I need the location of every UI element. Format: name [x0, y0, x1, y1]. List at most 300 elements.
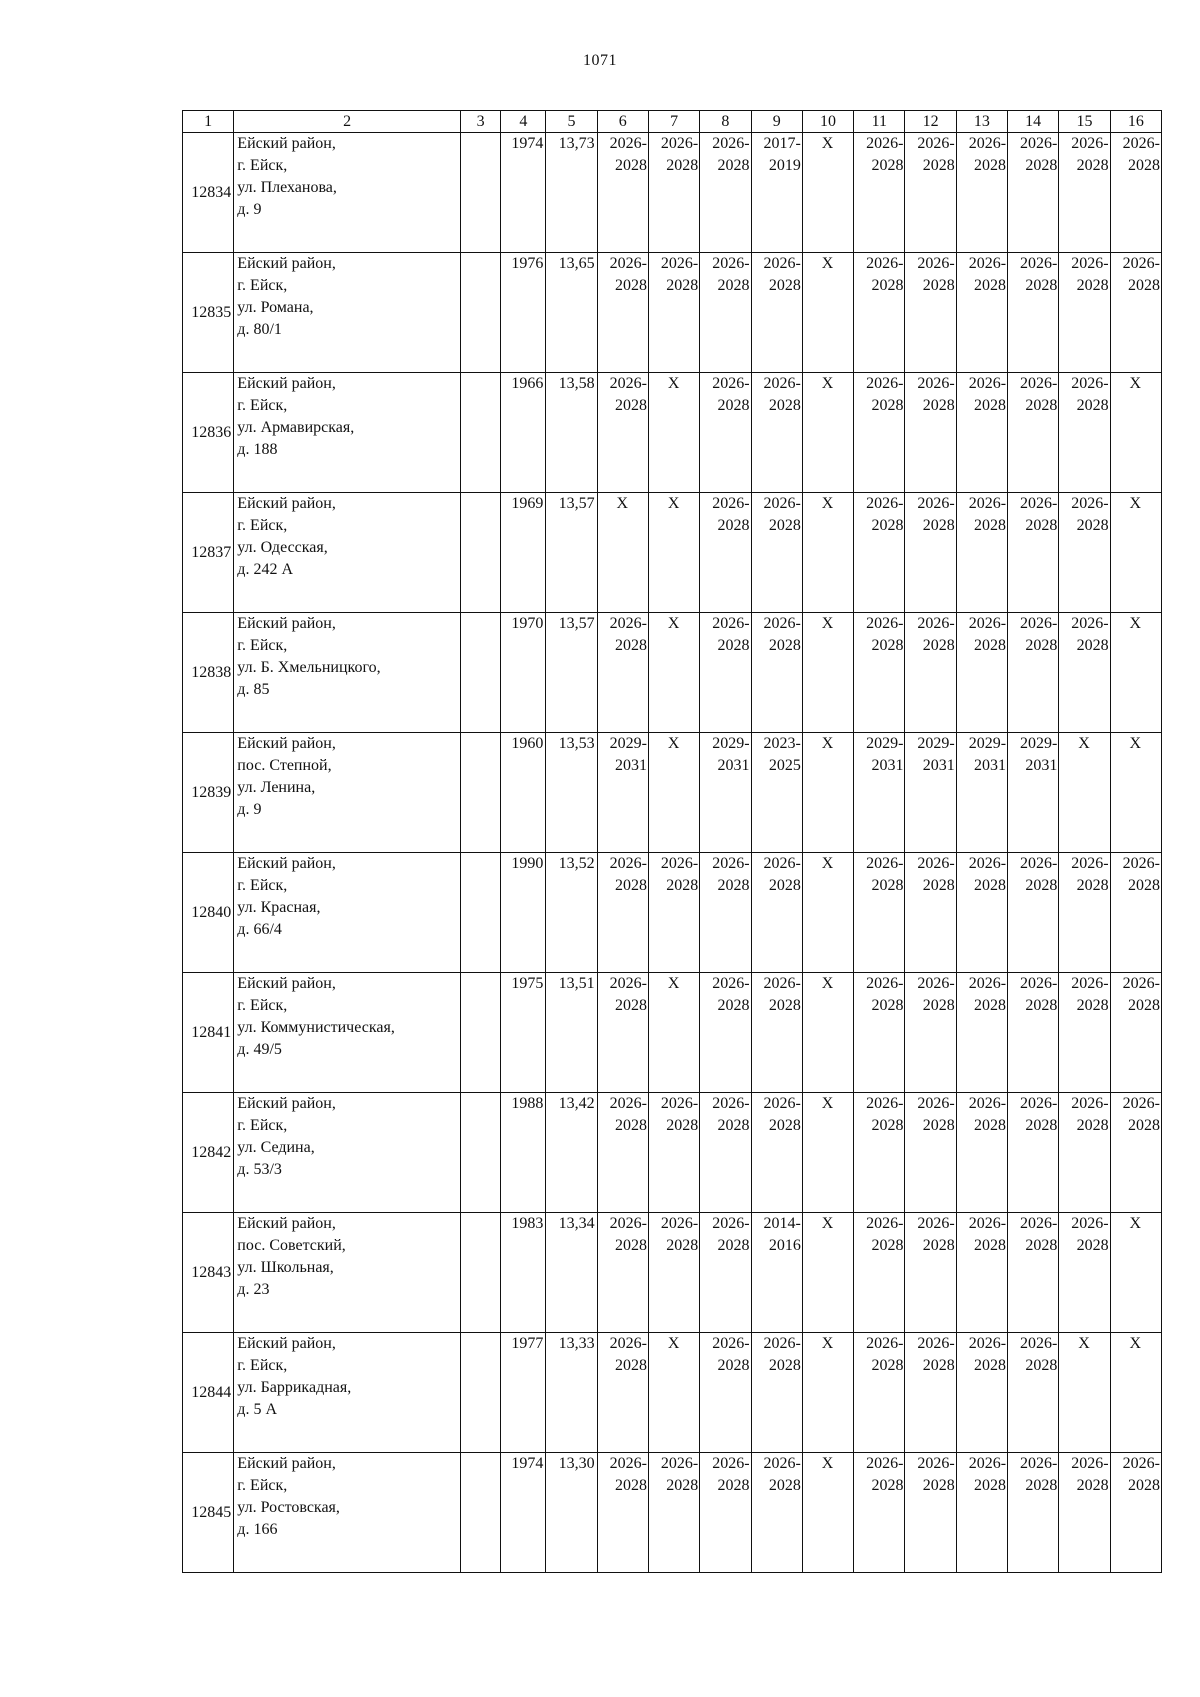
period-line: 2026-: [968, 375, 1007, 392]
address-cell: [234, 1213, 461, 1333]
period-cell-col-13: [956, 1213, 1007, 1333]
address-cell: [234, 253, 461, 373]
column-header-4: 4: [501, 111, 546, 133]
period-cell-col-11: [854, 1333, 905, 1453]
period-cell-col-10: [802, 973, 853, 1093]
period-cell-col-6: [597, 1453, 648, 1573]
row-number: 12843: [183, 1213, 234, 1333]
period-line: 2026-: [1071, 135, 1109, 152]
period-line: 2028: [666, 1237, 699, 1254]
address-cell: [234, 1093, 461, 1213]
table-row: [183, 493, 1162, 613]
not-applicable-mark: X: [821, 1455, 834, 1472]
period-cell-col-14: [1008, 733, 1059, 853]
period-cell-col-14: [1008, 973, 1059, 1093]
period-line: 2028: [768, 997, 801, 1014]
area-cell: 13,42: [546, 1093, 597, 1213]
address-line: ул. Б. Хмельницкого,: [237, 659, 381, 676]
period-line: 2026-: [968, 1095, 1007, 1112]
period-line: 2028: [871, 517, 904, 534]
not-applicable-mark: X: [667, 735, 680, 752]
period-line: 2029-: [609, 735, 647, 752]
period-cell-col-16: [1110, 973, 1161, 1093]
period-line: 2026-: [660, 855, 699, 872]
period-cell-col-12: [905, 1333, 956, 1453]
period-cell-col-16: [1110, 1453, 1161, 1573]
period-line: 2026-: [1020, 135, 1058, 152]
period-line: 2026-: [917, 855, 955, 872]
period-cell-col-7: [648, 493, 699, 613]
period-line: 2026-: [1020, 615, 1058, 632]
row-number: 12837: [183, 493, 234, 613]
period-cell-col-12: [905, 493, 956, 613]
period-line: 2028: [1025, 1117, 1058, 1134]
period-cell-col-10: [802, 733, 853, 853]
period-line: 2026-: [866, 615, 904, 632]
period-line: 2026-: [1020, 495, 1058, 512]
not-applicable-mark: X: [1078, 735, 1090, 752]
period-cell-col-16: [1110, 1213, 1161, 1333]
year-cell: 1983: [501, 1213, 546, 1333]
period-line: 2028: [768, 637, 801, 654]
period-line: 2026-: [866, 1335, 904, 1352]
area-cell: 13,33: [546, 1333, 597, 1453]
period-cell-col-16: [1110, 493, 1161, 613]
row-number: 12834: [183, 133, 234, 253]
period-line: 2028: [1076, 877, 1109, 894]
period-cell-col-12: [905, 973, 956, 1093]
period-line: 2026-: [609, 1335, 647, 1352]
period-line: 2028: [717, 997, 750, 1014]
table-header: [183, 111, 1162, 133]
address-line: д. 5 А: [237, 1401, 277, 1418]
period-line: 2026-: [712, 1455, 750, 1472]
period-line: 2031: [974, 757, 1007, 774]
address-line: д. 188: [237, 441, 278, 458]
period-line: 2026-: [917, 1335, 955, 1352]
period-line: 2026-: [609, 375, 647, 392]
period-cell-col-13: [956, 373, 1007, 493]
period-line: 2028: [1128, 277, 1160, 294]
period-line: 2028: [717, 1237, 750, 1254]
address-line: д. 166: [237, 1521, 278, 1538]
period-line: 2026-: [712, 495, 750, 512]
address-line: Ейский район,: [237, 975, 336, 992]
row-number: 12835: [183, 253, 234, 373]
period-cell-col-10: [802, 133, 853, 253]
period-cell-col-6: [597, 733, 648, 853]
period-line: 2026-: [968, 1455, 1007, 1472]
period-cell-col-12: [905, 133, 956, 253]
period-line: 2028: [974, 517, 1007, 534]
period-line: 2028: [1025, 1357, 1058, 1374]
period-line: 2028: [922, 397, 955, 414]
period-line: 2028: [974, 637, 1007, 654]
period-cell-col-9: [751, 1213, 802, 1333]
period-cell-col-13: [956, 253, 1007, 373]
not-applicable-mark: X: [821, 495, 834, 512]
year-cell: 1988: [501, 1093, 546, 1213]
address-line: д. 80/1: [237, 321, 282, 338]
table-body: [183, 133, 1162, 1573]
period-cell-col-11: [854, 733, 905, 853]
period-cell-col-15: [1059, 1093, 1110, 1213]
period-cell-col-6: [597, 973, 648, 1093]
period-cell-col-12: [905, 613, 956, 733]
not-applicable-mark: X: [667, 975, 680, 992]
period-cell-col-9: [751, 1333, 802, 1453]
period-line: 2026-: [1071, 855, 1109, 872]
period-cell-col-6: [597, 853, 648, 973]
period-cell-col-6: [597, 253, 648, 373]
period-line: 2026-: [1020, 855, 1058, 872]
period-cell-col-7: [648, 253, 699, 373]
period-cell-col-11: [854, 133, 905, 253]
period-cell-col-11: [854, 1093, 905, 1213]
period-line: 2028: [922, 1237, 955, 1254]
period-line: 2028: [717, 157, 750, 174]
period-line: 2026-: [1020, 1335, 1058, 1352]
period-line: 2028: [974, 1117, 1007, 1134]
period-cell-col-16: [1110, 373, 1161, 493]
address-line: ул. Школьная,: [237, 1259, 334, 1276]
period-cell-col-13: [956, 493, 1007, 613]
period-line: 2026-: [763, 1455, 801, 1472]
period-line: 2026-: [763, 615, 801, 632]
address-line: Ейский район,: [237, 1455, 336, 1472]
period-cell-col-12: [905, 733, 956, 853]
page-number: 1071: [583, 52, 617, 69]
period-cell-col-16: [1110, 253, 1161, 373]
period-line: 2028: [974, 157, 1007, 174]
period-line: 2028: [768, 397, 801, 414]
period-cell-col-8: [700, 373, 751, 493]
period-line: 2026-: [712, 135, 750, 152]
period-line: 2026-: [660, 135, 699, 152]
period-line: 2028: [922, 637, 955, 654]
period-line: 2026-: [866, 135, 904, 152]
column-header-16: 16: [1110, 111, 1161, 133]
period-line: 2016: [768, 1237, 801, 1254]
period-cell-col-6: [597, 1093, 648, 1213]
period-cell-col-11: [854, 853, 905, 973]
area-cell: 13,57: [546, 493, 597, 613]
address-line: д. 23: [237, 1281, 270, 1298]
address-line: г. Ейск,: [237, 397, 288, 414]
address-line: г. Ейск,: [237, 637, 288, 654]
period-line: 2028: [1128, 157, 1160, 174]
empty-cell: [460, 733, 501, 853]
period-line: 2028: [768, 1357, 801, 1374]
period-cell-col-12: [905, 373, 956, 493]
address-line: Ейский район,: [237, 255, 336, 272]
period-line: 2028: [871, 997, 904, 1014]
period-line: 2028: [1076, 1237, 1109, 1254]
column-header-12: 12: [905, 111, 956, 133]
address-line: ул. Красная,: [237, 899, 321, 916]
period-line: 2031: [922, 757, 955, 774]
period-line: 2026-: [609, 975, 647, 992]
period-line: 2026-: [917, 1455, 955, 1472]
period-cell-col-14: [1008, 1453, 1059, 1573]
period-line: 2026-: [917, 1095, 955, 1112]
period-line: 2028: [717, 1477, 750, 1494]
address-line: г. Ейск,: [237, 997, 288, 1014]
period-cell-col-15: [1059, 493, 1110, 613]
period-line: 2017-: [763, 135, 801, 152]
address-line: г. Ейск,: [237, 1477, 288, 1494]
period-line: 2028: [768, 877, 801, 894]
period-line: 2026-: [866, 855, 904, 872]
row-number: 12841: [183, 973, 234, 1093]
period-line: 2029-: [917, 735, 955, 752]
period-line: 2026-: [1020, 255, 1058, 272]
period-line: 2026-: [763, 375, 801, 392]
table-row: [183, 253, 1162, 373]
row-number: 12839: [183, 733, 234, 853]
not-applicable-mark: X: [667, 1335, 680, 1352]
period-cell-col-14: [1008, 1213, 1059, 1333]
period-line: 2019: [768, 157, 801, 174]
period-line: 2026-: [866, 975, 904, 992]
period-cell-col-11: [854, 613, 905, 733]
period-line: 2028: [614, 1117, 647, 1134]
period-line: 2028: [922, 1357, 955, 1374]
area-cell: 13,52: [546, 853, 597, 973]
period-line: 2026-: [1122, 135, 1160, 152]
period-line: 2028: [922, 997, 955, 1014]
period-line: 2029-: [968, 735, 1007, 752]
address-line: Ейский район,: [237, 1215, 336, 1232]
year-cell: 1966: [501, 373, 546, 493]
address-line: г. Ейск,: [237, 1357, 288, 1374]
period-line: 2026-: [917, 1215, 955, 1232]
period-line: 2026-: [866, 255, 904, 272]
period-line: 2028: [666, 1477, 699, 1494]
address-line: Ейский район,: [237, 495, 336, 512]
not-applicable-mark: X: [1129, 1215, 1142, 1232]
period-line: 2026-: [609, 1455, 647, 1472]
year-cell: 1990: [501, 853, 546, 973]
period-cell-col-15: [1059, 133, 1110, 253]
not-applicable-mark: X: [616, 495, 629, 512]
period-cell-col-13: [956, 973, 1007, 1093]
empty-cell: [460, 1093, 501, 1213]
period-line: 2026-: [968, 1335, 1007, 1352]
address-line: ул. Плеханова,: [237, 179, 337, 196]
period-line: 2028: [1025, 517, 1058, 534]
period-line: 2031: [871, 757, 904, 774]
period-line: 2026-: [712, 1335, 750, 1352]
period-cell-col-13: [956, 733, 1007, 853]
period-line: 2028: [871, 277, 904, 294]
period-line: 2028: [717, 877, 750, 894]
not-applicable-mark: X: [667, 495, 680, 512]
area-cell: 13,53: [546, 733, 597, 853]
area-cell: 13,58: [546, 373, 597, 493]
address-line: г. Ейск,: [237, 517, 288, 534]
period-cell-col-8: [700, 613, 751, 733]
address-line: д. 66/4: [237, 921, 282, 938]
address-cell: [234, 973, 461, 1093]
not-applicable-mark: X: [821, 855, 834, 872]
period-line: 2028: [614, 1357, 647, 1374]
period-line: 2028: [871, 1477, 904, 1494]
not-applicable-mark: X: [821, 135, 834, 152]
period-line: 2026-: [1071, 1215, 1109, 1232]
year-cell: 1970: [501, 613, 546, 733]
period-line: 2026-: [1020, 375, 1058, 392]
period-line: 2031: [1025, 757, 1058, 774]
period-line: 2026-: [866, 1215, 904, 1232]
period-line: 2028: [614, 1237, 647, 1254]
address-line: пос. Степной,: [237, 757, 332, 774]
period-line: 2028: [1025, 1237, 1058, 1254]
period-line: 2028: [974, 397, 1007, 414]
period-line: 2026-: [609, 255, 647, 272]
period-line: 2026-: [968, 255, 1007, 272]
period-line: 2026-: [712, 615, 750, 632]
period-cell-col-6: [597, 613, 648, 733]
not-applicable-mark: X: [821, 975, 834, 992]
address-line: Ейский район,: [237, 1095, 336, 1112]
period-cell-col-9: [751, 373, 802, 493]
period-line: 2026-: [660, 1215, 699, 1232]
address-cell: [234, 613, 461, 733]
year-cell: 1977: [501, 1333, 546, 1453]
table-row: [183, 613, 1162, 733]
empty-cell: [460, 1213, 501, 1333]
period-cell-col-8: [700, 1453, 751, 1573]
period-line: 2028: [1076, 277, 1109, 294]
address-cell: [234, 853, 461, 973]
area-cell: 13,57: [546, 613, 597, 733]
not-applicable-mark: X: [1129, 1335, 1142, 1352]
period-line: 2026-: [1122, 975, 1160, 992]
period-cell-col-16: [1110, 1333, 1161, 1453]
period-cell-col-14: [1008, 613, 1059, 733]
column-header-15: 15: [1059, 111, 1110, 133]
period-cell-col-9: [751, 973, 802, 1093]
period-cell-col-14: [1008, 1093, 1059, 1213]
period-cell-col-14: [1008, 133, 1059, 253]
period-cell-col-14: [1008, 373, 1059, 493]
period-cell-col-12: [905, 1213, 956, 1333]
not-applicable-mark: X: [821, 615, 834, 632]
address-line: г. Ейск,: [237, 1117, 288, 1134]
column-header-2: 2: [234, 111, 461, 133]
not-applicable-mark: X: [1129, 495, 1142, 512]
period-cell-col-7: [648, 733, 699, 853]
period-line: 2028: [974, 997, 1007, 1014]
period-cell-col-12: [905, 1453, 956, 1573]
not-applicable-mark: X: [1129, 615, 1142, 632]
period-line: 2029-: [866, 735, 904, 752]
not-applicable-mark: X: [821, 1095, 834, 1112]
period-cell-col-6: [597, 1333, 648, 1453]
row-number: 12842: [183, 1093, 234, 1213]
period-line: 2028: [666, 277, 699, 294]
period-line: 2028: [871, 1357, 904, 1374]
period-line: 2028: [871, 1117, 904, 1134]
period-cell-col-6: [597, 493, 648, 613]
period-cell-col-13: [956, 1093, 1007, 1213]
address-line: ул. Коммунистическая,: [237, 1019, 395, 1036]
period-cell-col-15: [1059, 733, 1110, 853]
period-line: 2026-: [968, 855, 1007, 872]
period-line: 2028: [1025, 637, 1058, 654]
period-line: 2026-: [917, 975, 955, 992]
period-cell-col-13: [956, 1333, 1007, 1453]
table-row: [183, 1453, 1162, 1573]
period-line: 2028: [717, 277, 750, 294]
period-line: 2028: [666, 877, 699, 894]
period-cell-col-12: [905, 853, 956, 973]
period-line: 2028: [614, 877, 647, 894]
table-row: [183, 1093, 1162, 1213]
period-line: 2026-: [866, 1455, 904, 1472]
period-line: 2026-: [968, 1215, 1007, 1232]
period-line: 2028: [1025, 157, 1058, 174]
column-header-14: 14: [1008, 111, 1059, 133]
period-line: 2028: [1076, 157, 1109, 174]
period-line: 2026-: [763, 255, 801, 272]
period-cell-col-14: [1008, 493, 1059, 613]
period-line: 2028: [871, 157, 904, 174]
empty-cell: [460, 253, 501, 373]
period-cell-col-14: [1008, 1333, 1059, 1453]
period-line: 2026-: [660, 1455, 699, 1472]
period-cell-col-13: [956, 853, 1007, 973]
period-line: 2026-: [1071, 975, 1109, 992]
period-cell-col-11: [854, 493, 905, 613]
period-cell-col-9: [751, 613, 802, 733]
area-cell: 13,51: [546, 973, 597, 1093]
column-header-11: 11: [854, 111, 905, 133]
header-row: [183, 111, 1162, 133]
not-applicable-mark: X: [667, 375, 680, 392]
period-line: 2031: [614, 757, 647, 774]
period-line: 2026-: [609, 1095, 647, 1112]
period-line: 2028: [871, 397, 904, 414]
period-cell-col-8: [700, 1333, 751, 1453]
period-line: 2028: [974, 1237, 1007, 1254]
address-line: ул. Баррикадная,: [237, 1379, 352, 1396]
period-cell-col-9: [751, 133, 802, 253]
period-line: 2026-: [1020, 975, 1058, 992]
period-cell-col-11: [854, 1453, 905, 1573]
period-cell-col-9: [751, 1093, 802, 1213]
period-line: 2026-: [712, 975, 750, 992]
table-row: [183, 733, 1162, 853]
period-line: 2028: [1128, 877, 1160, 894]
period-line: 2026-: [712, 255, 750, 272]
address-line: ул. Ленина,: [237, 779, 316, 796]
not-applicable-mark: X: [1078, 1335, 1090, 1352]
period-cell-col-14: [1008, 253, 1059, 373]
period-cell-col-7: [648, 1453, 699, 1573]
period-line: 2028: [666, 157, 699, 174]
period-cell-col-16: [1110, 613, 1161, 733]
period-cell-col-15: [1059, 253, 1110, 373]
period-line: 2026-: [1122, 1455, 1160, 1472]
address-cell: [234, 733, 461, 853]
table-row: [183, 1213, 1162, 1333]
column-header-7: 7: [648, 111, 699, 133]
period-line: 2026-: [763, 855, 801, 872]
period-line: 2026-: [660, 255, 699, 272]
period-line: 2028: [1025, 1477, 1058, 1494]
